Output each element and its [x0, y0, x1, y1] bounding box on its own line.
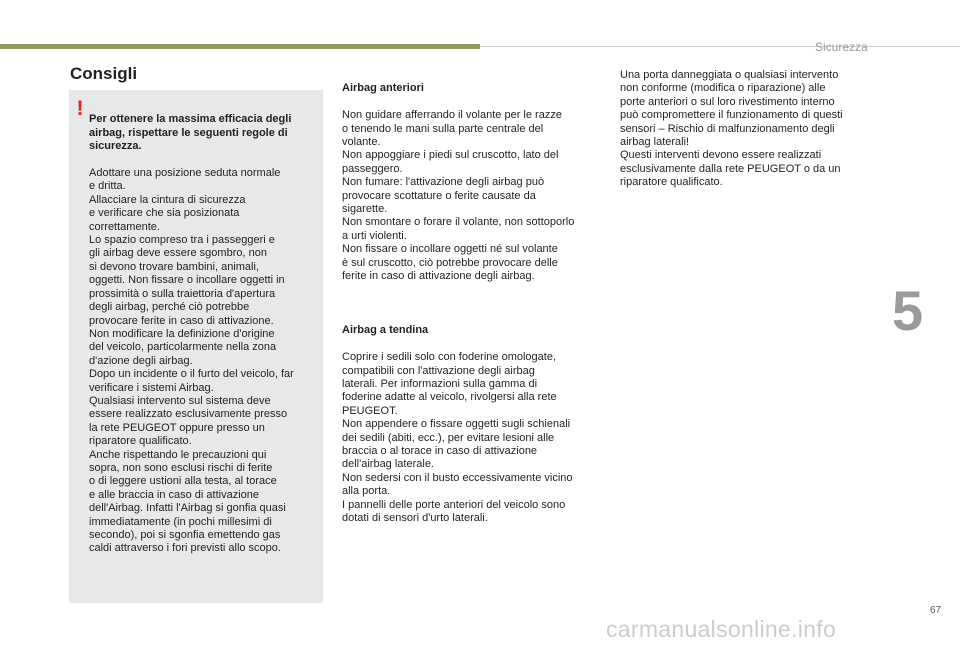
warning-text	[89, 100, 321, 569]
exclamation-icon: !	[76, 97, 84, 120]
warning-body: Adottare una posizione seduta normale e dritta. Allacciare la cintura di sicurezza e verificare che sia posizionata correttamente. Lo spazio compreso tra i passeggeri e gli airbag deve essere sgombro, non si devono trovare bambini, animali, oggetti. Non fissare o incollare oggetti in prossimità o sulla traiettoria d'apertura degli airbag, perché ciò potrebbe provocare ferite in caso di attivazione. Non modificare la definizione d'origine del veicolo, particolarmente nella zona d'azione degli airbag. Dopo un incidente o il furto del veicolo, far verificare i sistemi Airbag. Qualsiasi intervento sul sistema deve essere realizzato esclusivamente presso la rete PEUGEOT oppure presso un riparatore qualificato. Anche rispettando le precauzioni qui sopra, non sono esclusi rischi di ferite o di leggere ustioni alla testa, al torace e alle braccia in caso di attivazione dell'Airbag. Infatti l'Airbag si gonfia quasi immediatamente (in pochi millesimi di secondo), poi si sgonfia emettendo gas caldi attraverso i fori previsti allo scopo.	[89, 167, 294, 555]
footer-watermark: carmanualsonline.info	[606, 616, 837, 642]
curtain-airbags-body: Coprire i sedili solo con foderine omologate, compatibili con l'attivazione degli airbag laterali. Per informazioni sulla gamma di foderine adatte al veicolo, rivolgersi alla rete PEUGEOT. Non appendere o fissare oggetti sugli schienali dei sedili (abiti, ecc.), per evitare lesioni alle braccia o al torace in caso di attivazione dell'airbag laterale. Non sedersi con il busto eccessivamente vicino alla porta. I pannelli delle porte anteriori del veicolo sono dotati di sensori d'urto laterali.	[342, 351, 573, 525]
page-heading: Consigli	[70, 64, 138, 83]
header-accent-bar	[0, 44, 480, 49]
front-airbags-body: Non guidare afferrando il volante per le razze o tenendo le mani sulla parte centrale del volante. Non appoggiare i piedi sul cruscotto, lato del passeggero. Non fumare: l'attivazione degli airbag può provocare scottature o ferite causate da sigarette. Non smontare o forare il volante, non sottoporlo a urti violenti. Non fissare o incollare oggetti né sul volante è sul cruscotto, ciò potrebbe provocare delle ferite in caso di attivazione degli airbag.	[342, 109, 575, 283]
front-airbags-section	[342, 69, 604, 297]
header-rule	[480, 46, 960, 47]
curtain-airbags-title: Airbag a tendina	[342, 324, 429, 337]
front-airbags-title: Airbag anteriori	[342, 82, 424, 95]
curtain-airbags-section	[342, 311, 604, 539]
side-airbags-note: Una porta danneggiata o qualsiasi intervento non conforme (modifica o riparazione) alle porte anteriori o sul loro rivestimento interno può compromettere il funzionamento di questi sensori – Rischio di malfunzionamento degli airbag laterali! Questi interventi devono essere realizzati esclusivamente dalla rete PEUGEOT o da un riparatore qualificato.	[620, 69, 843, 189]
warning-lead: Per ottenere la massima efficacia degli airbag, rispettare le seguenti regole di sicurezza.	[89, 113, 292, 153]
section-title: Sicurezza	[815, 40, 868, 54]
chapter-number: 5	[892, 279, 924, 342]
page-number: 67	[930, 605, 942, 616]
